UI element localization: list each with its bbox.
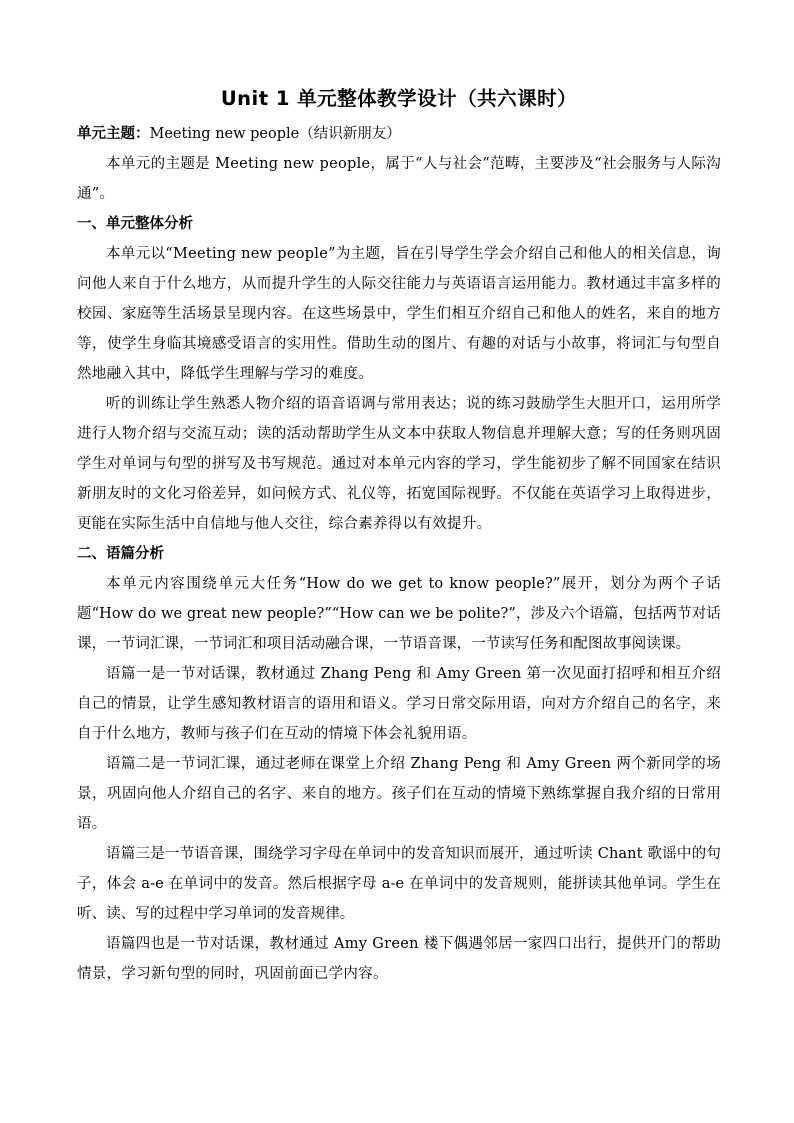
unit-theme-value: Meeting new people（结识新朋友） [149,126,401,142]
intro-paragraph: 本单元的主题是 Meeting new people，属于“人与社会”范畴，主要涉及“社会服务与人际沟通”。 [77,156,721,202]
section2-paragraph-2: 语篇一是一节对话课，教材通过 Zhang Peng 和 Amy Green 第一次见面打招呼和相互介绍自己的情景，让学生感知教材语言的语用和语义。学习日常交际用语，向对方介绍自己的名字，来自于什么地方，教师与孩子们在互动的情境下体会礼貌用语。 [77,666,721,742]
section2-paragraph-5: 语篇四也是一节对话课，教材通过 Amy Green 楼下偶遇邻居一家四口出行，提供开门的帮助情景，学习新句型的同时，巩固前面已学内容。 [77,936,721,982]
section1-heading: 一、单元整体分析 [77,216,193,232]
unit-theme [77,119,721,149]
document-page [77,86,721,989]
section2-paragraph-1: 本单元内容围绕单元大任务“How do we get to know people?”展开，划分为两个子话题“How do we great new people?”“How can we be polite?”，涉及六个语篇，包括两节对话课，一节词汇课，一节词汇和项目活动融合课，一节语音课，一节读写任务和配图故事阅读课。 [77,576,721,652]
section2-heading: 二、语篇分析 [77,546,164,562]
section1-paragraph-1: 本单元以“Meeting new people”为主题，旨在引导学生学会介绍自己和他人的相关信息，询问他人来自于什么地方，从而提升学生的人际交往能力与英语语言运用能力。教材通过丰富多样的校园、家庭等生活场景呈现内容。在这些场景中，学生们相互介绍自己和他人的姓名，来自的地方等，使学生身临其境感受语言的实用性。借助生动的图片、有趣的对话与小故事，将词汇与句型自然地融入其中，降低学生理解与学习的难度。 [77,246,721,382]
section2-paragraph-4: 语篇三是一节语音课，围绕学习字母在单词中的发音知识而展开，通过听读 Chant 歌谣中的句子，体会 a-e 在单词中的发音。然后根据字母 a-e 在单词中的发音规则，能拼读其他单词。学生在听、读、写的过程中学习单词的发音规律。 [77,846,721,922]
page-title: Unit 1 单元整体教学设计（共六课时） [220,87,578,110]
section2-paragraph-3: 语篇二是一节词汇课，通过老师在课堂上介绍 Zhang Peng 和 Amy Green 两个新同学的场景，巩固向他人介绍自己的名字、来自的地方。孩子们在互动的情境下熟练掌握自我介绍的日常用语。 [77,756,721,832]
unit-theme-label: 单元主题： [77,126,150,142]
section1-paragraph-2: 听的训练让学生熟悉人物介绍的语音语调与常用表达；说的练习鼓励学生大胆开口，运用所学进行人物介绍与交流互动；读的活动帮助学生从文本中获取人物信息并理解大意；写的任务则巩固学生对单词与句型的拼写及书写规范。通过对本单元内容的学习，学生能初步了解不同国家在结识新朋友时的文化习俗差异，如问候方式、礼仪等，拓宽国际视野。不仅能在英语学习上取得进步，更能在实际生活中自信地与他人交往，综合素养得以有效提升。 [77,396,721,532]
